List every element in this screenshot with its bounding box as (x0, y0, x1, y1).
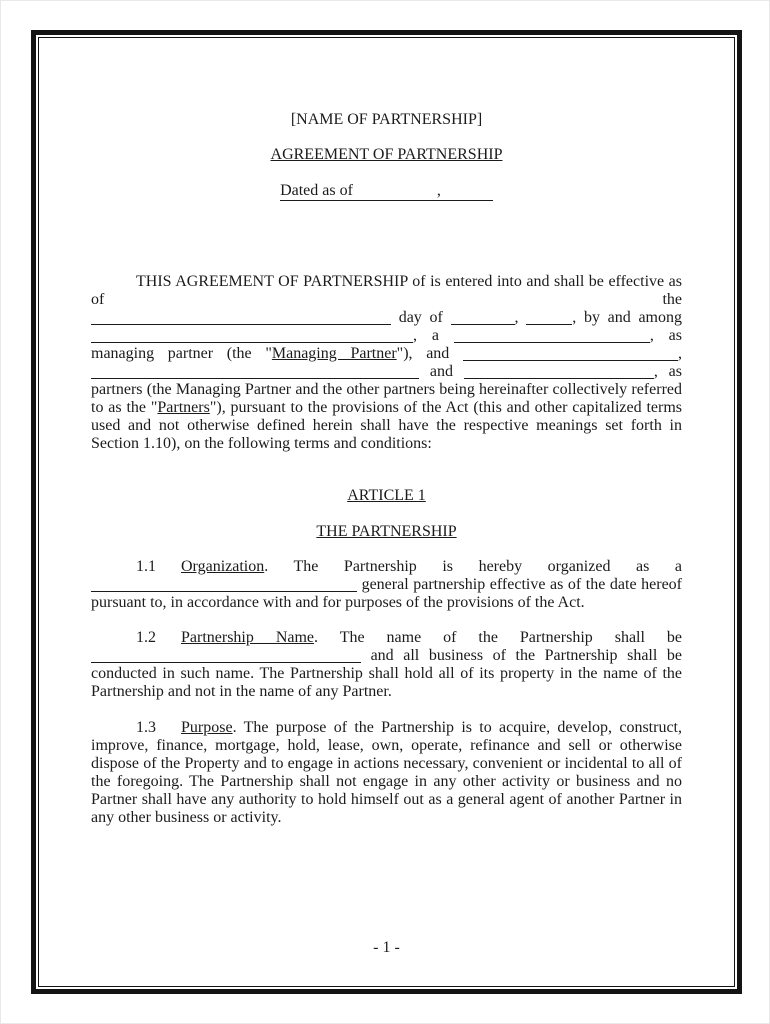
agreement-title-line (91, 146, 682, 164)
section-1-2-line-2 (91, 647, 682, 665)
article-1-subheading: THE PARTNERSHIP (316, 523, 457, 540)
page-number: - 1 - (373, 939, 400, 956)
partnership-name-blank (91, 329, 413, 343)
page-border-frame (31, 30, 742, 994)
section-1-2-tail (91, 665, 682, 701)
dated-line-wrap (91, 182, 682, 201)
section-1-1-line-2 (91, 576, 682, 594)
intro-text: , as (653, 363, 683, 380)
partner-name-blank (91, 365, 419, 379)
section-text: The purpose of the Partnership is to acquire, develop, construct, improve, finance, mortgage, hold, lease, own, operate, refinance and sell or otherwise dispose of the Property and to engage in actions necessary, convenient or incidental to all of the foregoing. The Partnership shall not engage in any other activity or business and no Partner shall have any authority to hold himself out as a general agent of another Partner in any other business or activity. (91, 719, 682, 826)
section-1-2-line-1 (91, 629, 682, 647)
partnership-name-heading: [NAME OF PARTNERSHIP] (290, 111, 483, 128)
intro-line-2 (91, 309, 682, 327)
intro-line-3 (91, 327, 682, 345)
intro-tail (91, 381, 682, 453)
section-text: . (232, 719, 237, 736)
article-1-heading: ARTICLE 1 (347, 487, 426, 504)
section-text: The name of the Partnership shall be (339, 629, 683, 646)
entity-type-blank (454, 329, 650, 343)
intro-line-4 (91, 345, 682, 363)
section-text: The Partnership is hereby organized as a (293, 558, 682, 575)
section-title: Partnership Name (181, 629, 315, 646)
intro-text: day of (398, 309, 443, 326)
date-blank (353, 194, 437, 195)
partnership-name-blank (91, 649, 361, 663)
day-blank (451, 311, 515, 325)
effective-date-blank (91, 311, 391, 325)
intro-text: , (678, 345, 683, 362)
dated-prefix: Dated as of (280, 182, 353, 199)
year-blank (441, 194, 493, 195)
section-1-1-line-3 (91, 594, 682, 612)
section-text: and all business of the Partnership shall be (370, 647, 683, 664)
partner-name-blank (464, 365, 654, 379)
intro-line-5 (91, 363, 682, 381)
section-text: conducted in such name. The Partnership shall hold all of its property in the name of the Partnership and not in the name of any Partner. (91, 665, 682, 700)
intro-text: , as (649, 327, 683, 344)
intro-text: THIS AGREEMENT OF PARTNERSHIP of is entered into and shall be effective as of the (91, 273, 682, 308)
section-number: 1.2 (136, 629, 156, 646)
intro-text: , (514, 309, 519, 326)
section-1-3 (91, 719, 682, 827)
intro-text: , a (413, 327, 439, 344)
intro-text: "), pursuant to the provisions of the Act (this and other capitalized terms used and not otherwise defined herein shall have the respective meanings set forth in Section 1.10), on the following terms and conditions: (91, 399, 682, 452)
section-text: . (314, 629, 319, 646)
defined-term-partners: Partners (157, 399, 210, 416)
intro-text: "), and (396, 345, 450, 362)
section-text: . (264, 558, 269, 575)
defined-term-managing-partner: Managing Partner (271, 345, 397, 362)
intro-line-1 (91, 273, 682, 309)
agreement-title: AGREEMENT OF PARTNERSHIP (270, 146, 503, 163)
intro-text: , by and among (572, 309, 683, 326)
section-number: 1.3 (136, 719, 156, 736)
section-1-2 (91, 629, 682, 701)
article-1-subheading-line (91, 523, 682, 541)
intro-text: and (429, 363, 453, 380)
section-number: 1.1 (136, 558, 156, 575)
intro-text: partners (the Managing Partner and the other partners being hereinafter collectively referred to as the " (91, 381, 682, 416)
section-1-1-line-1 (91, 558, 682, 576)
page-content-area (38, 37, 735, 987)
dated-line (280, 182, 493, 201)
article-1-heading-line (91, 487, 682, 505)
section-title: Purpose (181, 719, 233, 736)
intro-paragraph (91, 273, 682, 453)
dated-comma: , (436, 182, 441, 199)
section-1-1 (91, 558, 682, 612)
intro-text: managing partner (the " (91, 345, 272, 362)
state-blank (91, 578, 357, 592)
year-blank (526, 311, 572, 325)
partner-name-blank (463, 347, 678, 361)
section-text: general partnership effective as of the date hereof (361, 576, 682, 593)
section-title: Organization (181, 558, 265, 575)
section-text: pursuant to, in accordance with and for purposes of the provisions of the Act. (91, 594, 585, 611)
